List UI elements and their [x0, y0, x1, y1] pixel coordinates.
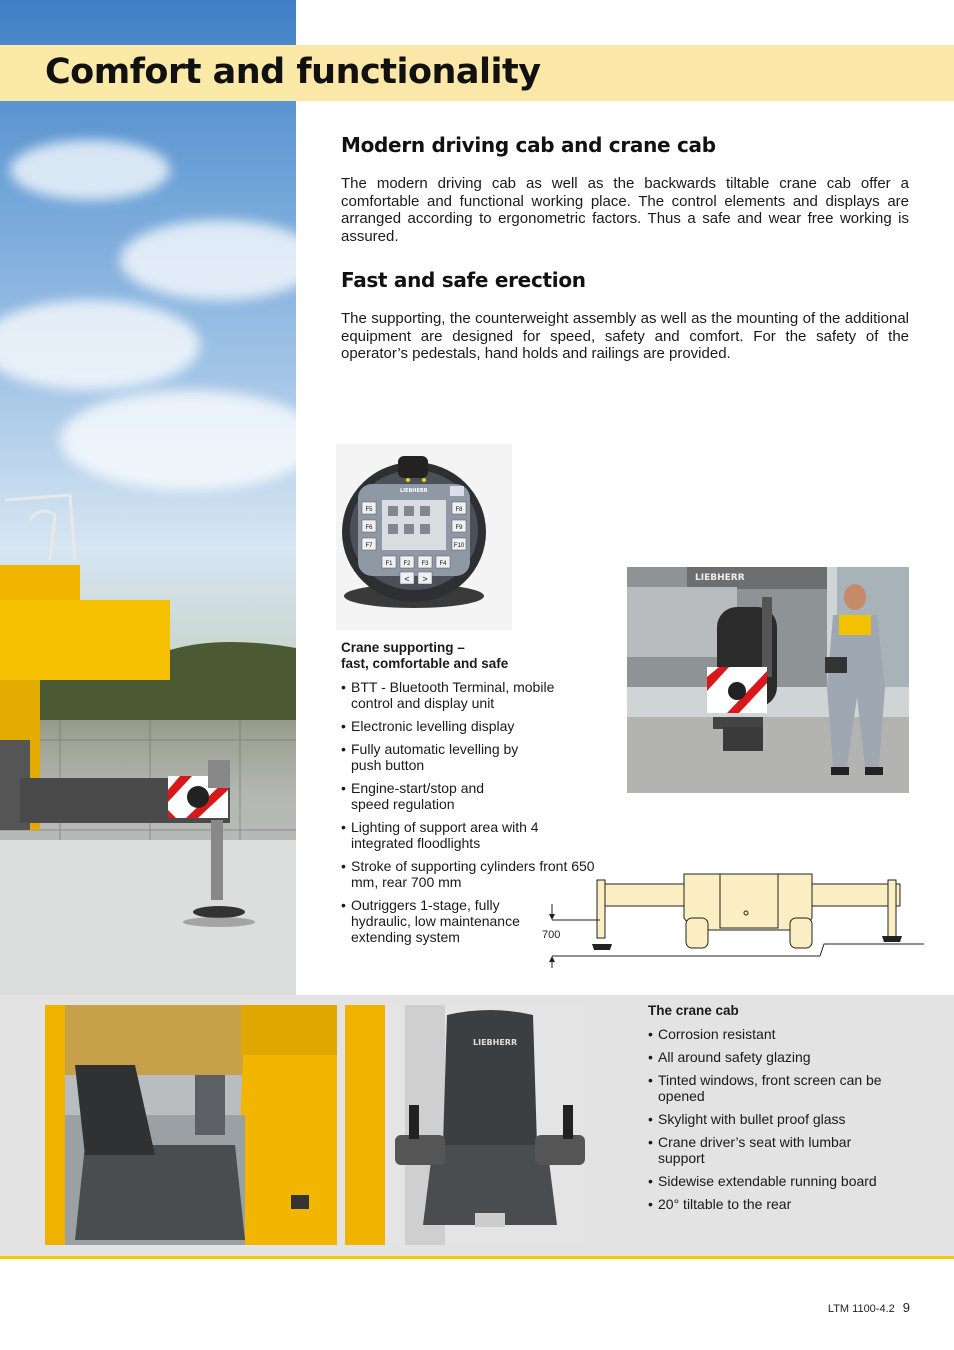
operator-with-btt-photo	[627, 567, 909, 793]
list-item: • Skylight with bullet proof glass	[648, 1111, 908, 1127]
list-item: • Crane driver’s seat with lumbar support	[648, 1134, 896, 1166]
crane-outrigger-photo	[0, 0, 296, 995]
crane-cab-list	[648, 1026, 908, 1212]
crane-driver-seat-photo	[345, 1005, 636, 1245]
btt-key: F9	[455, 525, 463, 531]
supporting-title-line2: fast, comfortable and safe	[341, 656, 509, 671]
btt-key: F8	[455, 507, 463, 513]
btt-key: F5	[365, 507, 373, 513]
btt-key: <	[404, 574, 410, 584]
btt-key: F6	[365, 525, 373, 531]
page-title: Comfort and functionality	[45, 52, 541, 92]
btt-brand-label: LIEBHERR	[400, 488, 428, 494]
btt-device-photo	[336, 444, 512, 630]
dimension-label: 700	[542, 929, 561, 941]
section-text: The modern driving cab as well as the backwards tiltable crane cab offer a comfortable and functional working place. The control elements and displays are arranged according to ergonometric factors. Thus a safe and wear free working is assured.	[341, 175, 909, 245]
list-item: • Lighting of support area with 4 integrated floodlights	[341, 819, 561, 851]
section-driving-cab	[341, 133, 909, 245]
page-footer	[828, 1300, 910, 1315]
supporting-title-line1: Crane supporting –	[341, 640, 465, 655]
list-item: • Corrosion resistant	[648, 1026, 908, 1042]
truck-brand-label: LIEBHERR	[695, 573, 745, 583]
list-item: • Sidewise extendable running board	[648, 1173, 908, 1189]
bottom-rule	[0, 1256, 954, 1259]
list-item: • Outriggers 1-stage, fully hydraulic, low maintenance extending system	[341, 897, 551, 945]
list-item: • Fully automatic levelling by push button	[341, 741, 531, 773]
btt-key: F7	[365, 543, 373, 549]
list-item: • Tinted windows, front screen can be opened	[648, 1072, 898, 1104]
crane-cab-interior-photo	[45, 1005, 337, 1245]
btt-key: F4	[439, 561, 447, 567]
btt-key: >	[422, 574, 428, 584]
section-heading: Modern driving cab and crane cab	[341, 133, 716, 157]
seat-brand-label: LIEBHERR	[473, 1038, 518, 1047]
list-item: • BTT - Bluetooth Terminal, mobile control and display unit	[341, 679, 581, 711]
section-erection	[341, 268, 909, 363]
list-item: • Stroke of supporting cylinders front 650 mm, rear 700 mm	[341, 858, 596, 890]
outrigger-dimension-diagram	[540, 868, 924, 970]
btt-key: F3	[421, 561, 429, 567]
list-item: • Engine-start/stop and speed regulation	[341, 780, 521, 812]
crane-cab-features	[648, 1003, 908, 1219]
btt-key: F1	[385, 561, 393, 567]
model-label: LTM 1100-4.2	[827, 1303, 895, 1315]
list-item: • Electronic levelling display	[341, 718, 591, 734]
btt-key: F10	[453, 543, 465, 549]
btt-key: F2	[403, 561, 411, 567]
crane-cab-title: The crane cab	[648, 1003, 739, 1018]
list-item: • All around safety glazing	[648, 1049, 908, 1065]
page-number: 9	[902, 1300, 910, 1315]
section-text: The supporting, the counterweight assembly as well as the mounting of the additional equipment are designed for speed, safety and comfort. For the safety of the operator’s pedestals, hand holds and railings are provided.	[341, 310, 909, 362]
list-item: • 20° tiltable to the rear	[648, 1196, 908, 1212]
section-heading: Fast and safe erection	[341, 268, 586, 292]
